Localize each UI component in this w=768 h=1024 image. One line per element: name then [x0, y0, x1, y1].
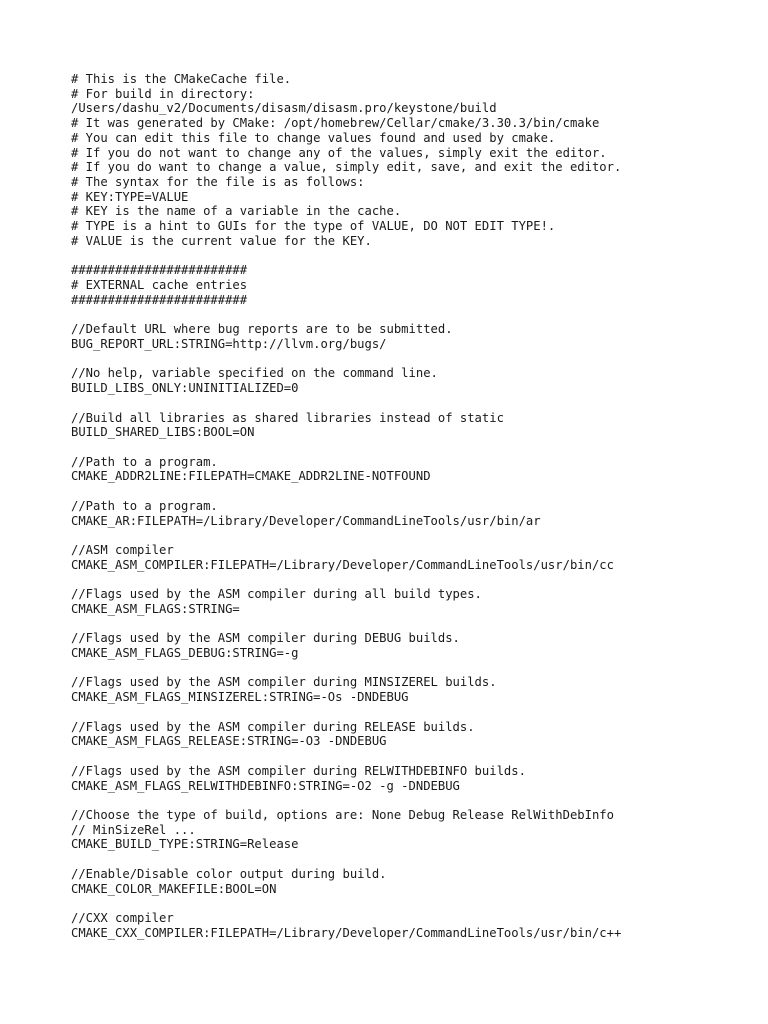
blank-line	[71, 308, 761, 323]
blank-line	[71, 617, 761, 632]
blank-line	[71, 749, 761, 764]
comment-line-build-dir-label: # For build in directory:	[71, 86, 255, 101]
comment-line: # VALUE is the current value for the KEY.	[71, 233, 372, 248]
entry-comment: //Flags used by the ASM compiler during DEBUG builds.	[71, 631, 460, 646]
document-page	[71, 72, 761, 940]
blank-line	[71, 528, 761, 543]
blank-line	[71, 852, 761, 867]
entry-comment: //Choose the type of build, options are: None Debug Release RelWithDebInfo	[71, 807, 614, 822]
cache-entry: CMAKE_ADDR2LINE:FILEPATH=CMAKE_ADDR2LINE-NOTFOUND	[71, 469, 431, 484]
cache-entry: BUILD_LIBS_ONLY:UNINITIALIZED=0	[71, 381, 299, 396]
entry-comment: //Default URL where bug reports are to be submitted.	[71, 322, 453, 337]
cache-entry: CMAKE_ASM_COMPILER:FILEPATH=/Library/Developer/CommandLineTools/usr/bin/cc	[71, 557, 614, 572]
cache-entry: CMAKE_ASM_FLAGS:STRING=	[71, 601, 240, 616]
cache-entry: CMAKE_ASM_FLAGS_DEBUG:STRING=-g	[71, 646, 299, 661]
comment-line: # It was generated by CMake: /opt/homebrew/Cellar/cmake/3.30.3/bin/cmake	[71, 116, 600, 131]
section-divider: ########################	[71, 263, 248, 278]
entry-comment: //Flags used by the ASM compiler during MINSIZEREL builds.	[71, 675, 497, 690]
entry-comment: //ASM compiler	[71, 543, 174, 557]
blank-line	[71, 249, 761, 264]
comment-line: # This is the CMakeCache file.	[71, 72, 292, 86]
comment-line-build-dir-path: /Users/dashu_v2/Documents/disasm/disasm.pro/keystone/build	[71, 101, 497, 116]
blank-line	[71, 396, 761, 411]
entry-comment: //CXX compiler	[71, 910, 174, 925]
cache-entry: CMAKE_ASM_FLAGS_MINSIZEREL:STRING=-Os -DNDEBUG	[71, 690, 409, 705]
blank-line	[71, 705, 761, 720]
blank-line	[71, 484, 761, 499]
comment-line: # You can edit this file to change values found and used by cmake.	[71, 130, 556, 145]
blank-line	[71, 352, 761, 367]
comment-line: # If you do not want to change any of the values, simply exit the editor.	[71, 145, 607, 160]
comment-line: # The syntax for the file is as follows:	[71, 175, 365, 190]
cache-entry: CMAKE_ASM_FLAGS_RELWITHDEBINFO:STRING=-O2 -g -DNDEBUG	[71, 778, 460, 793]
entry-comment: //Flags used by the ASM compiler during RELEASE builds.	[71, 719, 475, 734]
entry-comment: // MinSizeRel ...	[71, 822, 196, 837]
blank-line	[71, 896, 761, 911]
blank-line	[71, 793, 761, 808]
cache-entry: CMAKE_AR:FILEPATH=/Library/Developer/CommandLineTools/usr/bin/ar	[71, 513, 541, 528]
cache-entry: CMAKE_CXX_COMPILER:FILEPATH=/Library/Developer/CommandLineTools/usr/bin/c++	[71, 925, 622, 940]
entry-comment: //Flags used by the ASM compiler during all build types.	[71, 587, 482, 602]
entry-comment: //Flags used by the ASM compiler during RELWITHDEBINFO builds.	[71, 763, 526, 778]
comment-line: # KEY is the name of a variable in the cache.	[71, 204, 402, 219]
section-heading: # EXTERNAL cache entries	[71, 278, 248, 293]
cache-entry: CMAKE_BUILD_TYPE:STRING=Release	[71, 837, 299, 852]
comment-line: # KEY:TYPE=VALUE	[71, 189, 189, 204]
comment-line: # If you do want to change a value, simply edit, save, and exit the editor.	[71, 160, 622, 175]
blank-line	[71, 440, 761, 455]
entry-comment: //Path to a program.	[71, 498, 218, 513]
blank-line	[71, 572, 761, 587]
section-divider: ########################	[71, 292, 248, 307]
entry-comment: //No help, variable specified on the command line.	[71, 366, 438, 381]
entry-comment: //Enable/Disable color output during build.	[71, 866, 387, 881]
cache-entry: BUILD_SHARED_LIBS:BOOL=ON	[71, 425, 255, 440]
cache-entry: CMAKE_ASM_FLAGS_RELEASE:STRING=-O3 -DNDEBUG	[71, 734, 387, 749]
blank-line	[71, 661, 761, 676]
cache-entry: BUG_REPORT_URL:STRING=http://llvm.org/bugs/	[71, 336, 387, 351]
comment-line: # TYPE is a hint to GUIs for the type of VALUE, DO NOT EDIT TYPE!.	[71, 219, 556, 234]
entry-comment: //Path to a program.	[71, 454, 218, 469]
cache-entry: CMAKE_COLOR_MAKEFILE:BOOL=ON	[71, 881, 277, 896]
entry-comment: //Build all libraries as shared libraries instead of static	[71, 410, 504, 425]
